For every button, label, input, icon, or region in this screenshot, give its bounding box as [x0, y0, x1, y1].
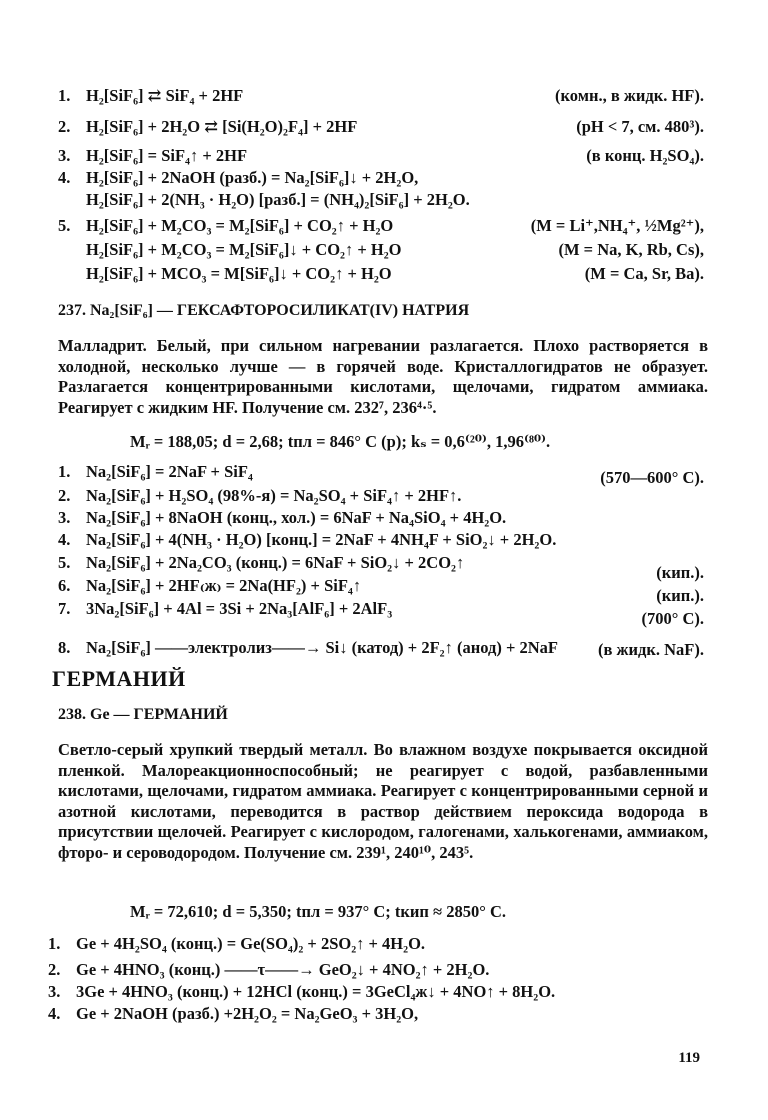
equation-condition: (pH < 7, см. 480³).: [576, 117, 704, 136]
equation-text: Na₂[SiF₆] = 2NaF + SiF₄: [86, 462, 253, 481]
equation-number: 3.: [48, 982, 61, 1001]
equation-number: 5.: [58, 553, 71, 572]
equation-number: 8.: [58, 638, 71, 657]
equation-text: H₂[SiF₆] = SiF₄↑ + 2HF: [86, 146, 248, 165]
entry-heading: 238. Ge — ГЕРМАНИЙ: [58, 706, 228, 723]
equation-text: Na₂[SiF₆] + H₂SO₄ (98%-я) = Na₂SO₄ + SiF₄↑ + 2HF↑.: [86, 486, 462, 505]
equation-text: H₂[SiF₆] + 2NaOH (разб.) = Na₂[SiF₆]↓ + 2H₂O,: [86, 168, 419, 187]
equation-number: 4.: [58, 168, 71, 187]
equation-text: Na₂[SiF₆] + 4(NH₃ · H₂O) [конц.] = 2NaF + 4NH₄F + SiO₂↓ + 2H₂O.: [86, 530, 557, 549]
equation-text: Ge + 4HNO₃ (конц.) ——τ——→ GeO₂↓ + 4NO₂↑ + 2H₂O.: [76, 960, 490, 979]
equation-number: 7.: [58, 599, 71, 618]
equation-text: H₂[SiF₆] + M₂CO₃ = M₂[SiF₆]↓ + CO₂↑ + H₂O: [86, 240, 402, 259]
equation-number: 4.: [58, 530, 71, 549]
equation-text: Na₂[SiF₆] ——электролиз——→ Si↓ (катод) + 2F₂↑ (анод) + 2NaF: [86, 638, 558, 657]
equation-number: 3.: [58, 146, 71, 165]
equation-number: 2.: [48, 960, 61, 979]
equation-number: 1.: [58, 462, 71, 481]
equation-text: Ge + 4H₂SO₄ (конц.) = Ge(SO₄)₂ + 2SO₂↑ + 4H₂O.: [76, 934, 426, 953]
equation-number: 2.: [58, 117, 71, 136]
entry-properties: Mᵣ = 188,05; d = 2,68; tпл = 846° C (р); kₛ = 0,6⁽²⁰⁾, 1,96⁽⁸⁰⁾.: [130, 432, 551, 451]
entry-heading: 237. Na₂[SiF₆] — ГЕКСАФТОРОСИЛИКАТ(IV) НАТРИЯ: [58, 302, 470, 319]
equation-condition: (кип.).: [656, 586, 704, 605]
equation-text: Na₂[SiF₆] + 2Na₂CO₃ (конц.) = 6NaF + SiO₂↓ + 2CO₂↑: [86, 553, 465, 572]
equation-text: H₂[SiF₆] + 2(NH₃ · H₂O) [разб.] = (NH₄)₂[SiF₆] + 2H₂O.: [86, 190, 470, 209]
entry-description: Малладрит. Белый, при сильном нагревании разлагается. Плохо растворяется в холодной, несколько лучше — в горячей воде. Кристаллогидратов не образует. Разлагается концентрированными кислотами, щелочами, гидратом аммиака. Реагирует с жидким HF. Получение см. 232⁷, 236⁴·⁵.: [58, 336, 708, 417]
section-title: ГЕРМАНИЙ: [52, 666, 186, 691]
equation-text: H₂[SiF₆] + 2H₂O ⇄ [Si(H₂O)₂F₄] + 2HF: [86, 117, 358, 136]
equation-text: H₂[SiF₆] ⇄ SiF₄ + 2HF: [86, 86, 244, 105]
equation-number: 3.: [58, 508, 71, 527]
equation-condition: (комн., в жидк. HF).: [555, 86, 704, 105]
entry-properties: Mᵣ = 72,610; d = 5,350; tпл = 937° C; tкип ≈ 2850° C.: [130, 902, 506, 921]
equation-condition: (M = Na, K, Rb, Cs),: [558, 240, 704, 259]
equation-text: Na₂[SiF₆] + 8NaOH (конц., хол.) = 6NaF + Na₄SiO₄ + 4H₂O.: [86, 508, 507, 527]
equation-text: Ge + 2NaOH (разб.) +2H₂O₂ = Na₂GeO₃ + 3H₂O,: [76, 1004, 419, 1023]
equation-number: 4.: [48, 1004, 61, 1023]
equation-text: Na₂[SiF₆] + 2HF₍ж₎ = 2Na(HF₂) + SiF₄↑: [86, 576, 362, 595]
equation-number: 1.: [58, 86, 71, 105]
equation-condition: (700° C).: [641, 609, 704, 628]
equation-text: H₂[SiF₆] + MCO₃ = M[SiF₆]↓ + CO₂↑ + H₂O: [86, 264, 392, 283]
equation-condition: (кип.).: [656, 563, 704, 582]
equation-condition: (M = Li⁺,NH₄⁺, ½Mg²⁺),: [530, 216, 704, 235]
equation-text: 3Ge + 4HNO₃ (конц.) + 12HCl (конц.) = 3GeCl₄ж↓ + 4NO↑ + 8H₂O.: [76, 982, 556, 1001]
equation-condition: (570—600° C).: [600, 468, 704, 487]
equation-condition: (M = Ca, Sr, Ba).: [584, 264, 704, 283]
equation-number: 1.: [48, 934, 61, 953]
equation-text: 3Na₂[SiF₆] + 4Al = 3Si + 2Na₃[AlF₆] + 2AlF₃: [86, 599, 393, 618]
equation-number: 5.: [58, 216, 71, 235]
equation-text: H₂[SiF₆] + M₂CO₃ = M₂[SiF₆] + CO₂↑ + H₂O: [86, 216, 394, 235]
equation-number: 6.: [58, 576, 71, 595]
entry-description: Светло-серый хрупкий твердый металл. Во влажном воздухе покрывается оксидной пленкой. Малореакционноспособный; не реагирует с водой, разбавленными кислотами, щелочами, гидратом аммиака. Реагирует с концентрированными серной и азотной кислотами, переводится в раствор действием пероксида водорода в присутствии щелочей. Реагирует с кислородом, галогенами, халькогенами, аммиаком, фторо- и сероводородом. Получение см. 239¹, 240¹⁰, 243⁵.: [58, 740, 708, 862]
equation-condition: (в жидк. NaF).: [598, 640, 704, 659]
page-number: 119: [678, 1050, 700, 1066]
equation-number: 2.: [58, 486, 71, 505]
equation-condition: (в конц. H₂SO₄).: [586, 146, 704, 165]
